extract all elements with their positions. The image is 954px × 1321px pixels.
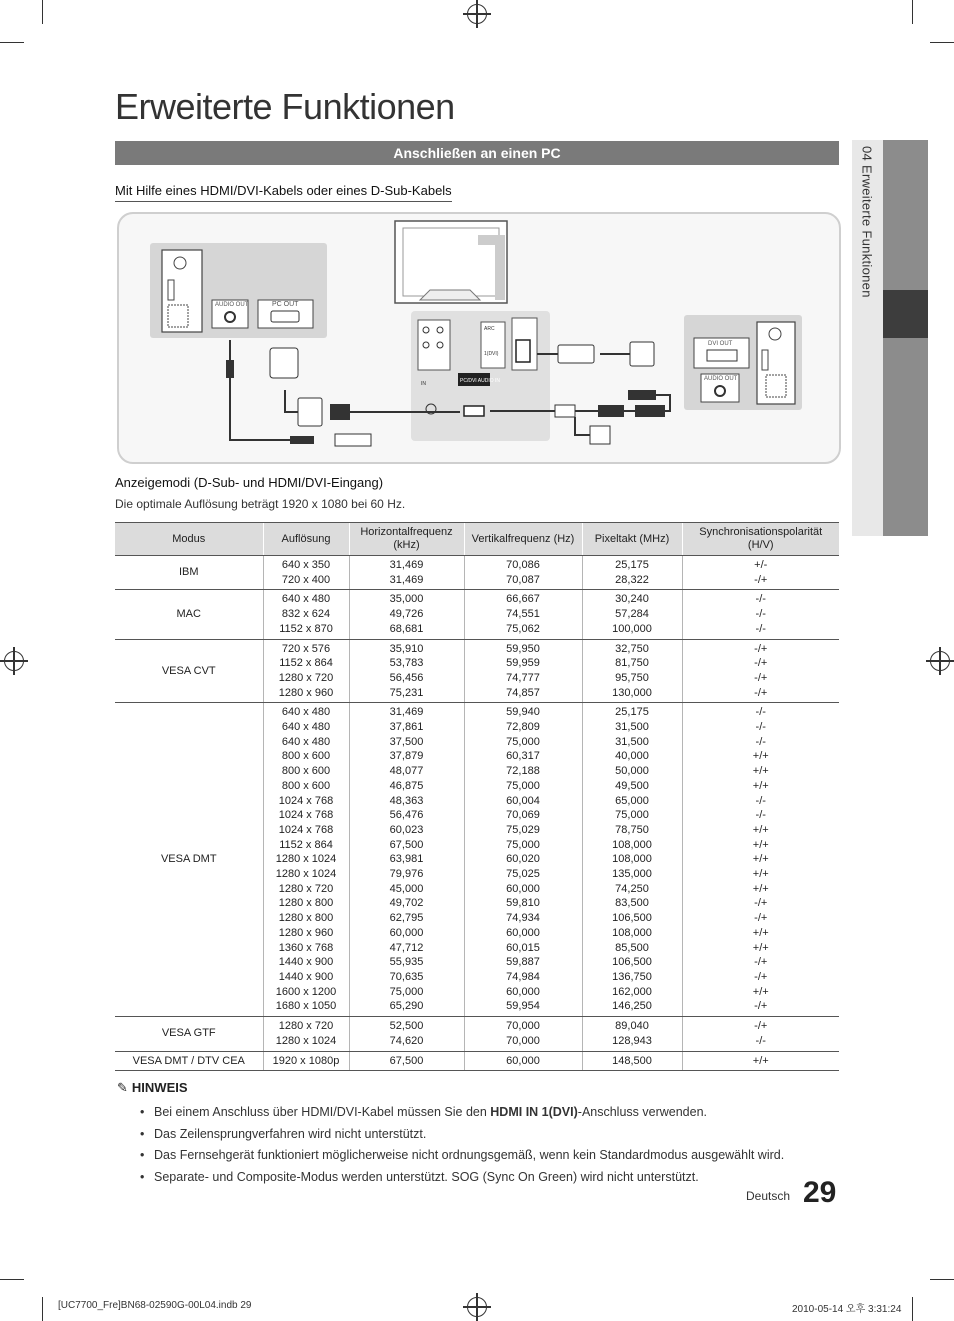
cell-value: 89,040 (615, 1020, 649, 1033)
cell-value: 35,910 (389, 642, 424, 655)
cell-value: 59,887 (506, 956, 540, 969)
cell-value: 108,000 (612, 838, 652, 851)
value-cell (464, 1051, 582, 1071)
modes-title: Anzeigemodi (D-Sub- und HDMI/DVI-Eingang) (115, 475, 384, 490)
table-row (115, 639, 839, 703)
pc-left-pc-label: PC OUT (272, 301, 299, 308)
cell-value: 31,469 (389, 559, 424, 571)
cell-value: 60,000 (506, 882, 540, 895)
value-cell (682, 639, 839, 703)
cell-value: 75,062 (506, 622, 540, 635)
cell-value: 55,935 (389, 956, 424, 969)
value-cell (263, 639, 349, 703)
cell-value: 1024 x 768 (278, 809, 334, 822)
cell-value: 37,879 (389, 750, 424, 763)
cell-value: 70,000 (506, 1034, 540, 1047)
cell-value: -/+ (754, 657, 768, 670)
cell-value: 48,077 (389, 765, 424, 778)
cell-value: 640 x 350 (281, 559, 331, 571)
cell-value: +/+ (752, 941, 769, 954)
cell-value: 46,875 (389, 779, 424, 792)
cell-value: 108,000 (612, 926, 652, 939)
cell-value: 1280 x 720 (278, 671, 334, 684)
crop-mark (930, 1279, 954, 1280)
cell-value: 37,861 (389, 721, 424, 734)
footer-language: Deutsch (746, 1189, 791, 1203)
cell-value: 640 x 480 (281, 706, 331, 719)
cell-value: -/+ (754, 686, 768, 699)
crop-mark (912, 1297, 913, 1321)
tv-label-in: IN (421, 381, 426, 387)
cell-value: 800 x 600 (281, 750, 331, 763)
cell-value: +/+ (752, 882, 769, 895)
cell-value: 832 x 624 (281, 608, 331, 621)
cell-value: +/- (754, 559, 768, 571)
cell-value: 47,712 (389, 941, 424, 954)
pencil-icon: ✎ (117, 1080, 128, 1095)
cell-value: 70,086 (506, 559, 540, 571)
cell-value: 75,231 (389, 686, 424, 699)
cell-value: 75,000 (506, 735, 540, 748)
cell-value: 1280 x 1024 (275, 853, 337, 866)
cell-value: 65,000 (615, 794, 649, 807)
cell-value: 31,500 (615, 721, 649, 734)
cell-value: 146,250 (612, 1000, 652, 1013)
cell-value: 63,981 (389, 853, 424, 866)
cell-value: 640 x 480 (281, 735, 331, 748)
note-heading (117, 1080, 188, 1096)
value-cell (682, 590, 839, 639)
connection-diagram-illustration (0, 0, 954, 480)
cell-value: -/+ (754, 1020, 768, 1033)
cell-value: 60,317 (506, 750, 540, 763)
value-cell (263, 1051, 349, 1071)
mode-cell: IBM (115, 556, 263, 590)
cell-value: 106,500 (612, 912, 652, 925)
table-row (115, 1017, 839, 1051)
cell-value: 135,000 (612, 868, 652, 881)
list-item: • Das Fernsehgerät funktioniert möglicherweise nicht ordnungsgemäß, wenn kein Standardmodus ausgewählt wird. (140, 1145, 840, 1167)
column-header: Vertikalfrequenz (Hz) (464, 523, 582, 556)
cell-value: 60,000 (506, 985, 540, 998)
value-cell (263, 590, 349, 639)
cell-value: 75,000 (389, 985, 424, 998)
cell-value: 59,810 (506, 897, 540, 910)
note-bold-text: HDMI IN 1(DVI) (490, 1105, 578, 1119)
cell-value: 1360 x 768 (278, 941, 334, 954)
cell-value: -/- (755, 706, 766, 719)
table-row (115, 556, 839, 590)
cell-value: 70,635 (389, 970, 424, 983)
cell-value: 62,795 (389, 912, 424, 925)
cell-value: +/+ (752, 868, 769, 881)
cell-value: 75,000 (615, 809, 649, 822)
cell-value: 83,500 (615, 897, 649, 910)
value-cell (464, 1017, 582, 1051)
cell-value: 28,322 (615, 573, 649, 586)
cell-value: -/+ (754, 897, 768, 910)
cell-value: 640 x 480 (281, 593, 331, 606)
value-cell (263, 556, 349, 590)
cell-value: 1280 x 800 (278, 897, 334, 910)
cell-value: -/+ (754, 642, 768, 655)
cell-value: 74,857 (506, 686, 540, 699)
cell-value: 25,175 (615, 559, 649, 571)
cell-value: 68,681 (389, 622, 424, 635)
value-cell (582, 1017, 682, 1051)
cell-value: -/- (755, 721, 766, 734)
cell-value: +/+ (752, 765, 769, 778)
cell-value: -/- (755, 1034, 766, 1047)
cell-value: 32,750 (615, 642, 649, 655)
section-title: Anschließen an einen PC (115, 141, 839, 165)
value-cell (263, 1017, 349, 1051)
cell-value: 70,000 (506, 1020, 540, 1033)
cell-value: 1280 x 1024 (275, 1034, 337, 1047)
pc-right-audio-label: AUDIO OUT (704, 376, 738, 382)
note-text: Bei einem Anschluss über HDMI/DVI-Kabel müssen Sie den (154, 1105, 491, 1119)
cell-value: 67,500 (389, 838, 424, 851)
cell-value: 1152 x 870 (279, 622, 333, 635)
mode-cell: VESA DMT (115, 703, 263, 1017)
cell-value: 1152 x 864 (279, 657, 333, 670)
cell-value: 60,020 (506, 853, 540, 866)
cell-value: 49,726 (389, 608, 424, 621)
cell-value: +/+ (752, 750, 769, 763)
tv-label-audio: PC/DVI AUDIO IN (460, 378, 501, 384)
column-header: Horizontalfrequenz (kHz) (349, 523, 464, 556)
cell-value: 74,934 (506, 912, 540, 925)
cell-value: 74,984 (506, 970, 540, 983)
pc-right-dvi-label: DVI OUT (708, 341, 733, 347)
cell-value: 59,950 (506, 642, 540, 655)
crop-mark (42, 1297, 43, 1321)
cell-value: 74,250 (615, 882, 649, 895)
cell-value: 52,500 (389, 1020, 424, 1033)
mode-cell: VESA GTF (115, 1017, 263, 1051)
display-modes-table (115, 522, 839, 1071)
cell-value: 1440 x 900 (278, 970, 334, 983)
table-header-row (115, 523, 839, 556)
column-header: Synchronisationspolarität (H/V) (682, 523, 839, 556)
cell-value: 40,000 (615, 750, 649, 763)
cell-value: 106,500 (612, 956, 652, 969)
print-file-info: [UC7700_Fre]BN68-02590G-00L04.indb 29 (58, 1300, 252, 1311)
table-body (115, 556, 839, 1071)
cell-value: 35,000 (389, 593, 424, 606)
cell-value: 59,959 (506, 657, 540, 670)
column-header: Auflösung (263, 523, 349, 556)
pc-right-tower-icon (757, 322, 795, 404)
note-heading-text: HINWEIS (131, 1080, 188, 1095)
cell-value: 57,284 (615, 608, 649, 621)
cell-value: 1680 x 1050 (275, 1000, 337, 1013)
cell-value: 1024 x 768 (278, 794, 334, 807)
cell-value: 60,000 (506, 926, 540, 939)
value-cell (349, 1017, 464, 1051)
cell-value: 48,363 (389, 794, 424, 807)
value-cell (464, 703, 582, 1017)
cell-value: 75,000 (506, 838, 540, 851)
cell-value: 31,500 (615, 735, 649, 748)
cell-value: 108,000 (612, 853, 652, 866)
column-header: Pixeltakt (MHz) (582, 523, 682, 556)
cell-value: 100,000 (612, 622, 652, 635)
page-number: 29 (803, 1176, 837, 1209)
value-cell (682, 1051, 839, 1071)
cell-value: 79,976 (389, 868, 424, 881)
cell-value: -/- (755, 593, 766, 606)
cell-value: -/+ (754, 1000, 768, 1013)
cell-value: 1440 x 900 (278, 956, 334, 969)
cell-value: 74,551 (506, 608, 540, 621)
cell-value: 136,750 (612, 970, 652, 983)
cell-value: 1152 x 864 (279, 838, 333, 851)
cell-value: 1280 x 960 (278, 926, 334, 939)
registration-mark-icon (467, 1297, 487, 1317)
cell-value: 75,000 (506, 779, 540, 792)
cell-value: 162,000 (612, 985, 652, 998)
cell-value: 60,004 (506, 794, 540, 807)
value-cell (464, 639, 582, 703)
cell-value: 1920 x 1080p (272, 1054, 340, 1067)
cell-value: -/- (755, 608, 766, 621)
cell-value: 56,476 (389, 809, 424, 822)
mode-cell: VESA DMT / DTV CEA (115, 1051, 263, 1071)
cell-value: 148,500 (612, 1054, 652, 1067)
chapter-tab-label: 04 Erweiterte Funktionen (859, 146, 875, 298)
cell-value: 1280 x 720 (278, 882, 334, 895)
cell-value: -/+ (754, 912, 768, 925)
cell-value: -/+ (754, 573, 768, 586)
cell-value: 130,000 (612, 686, 652, 699)
cell-value: 60,000 (389, 926, 424, 939)
cell-value: 30,240 (615, 593, 649, 606)
list-item: • Separate- und Composite-Modus werden unterstützt. SOG (Sync On Green) wird nicht unterstützt. (140, 1167, 840, 1189)
cell-value: 720 x 576 (281, 642, 331, 655)
cell-value: +/+ (752, 853, 769, 866)
cell-value: 1280 x 720 (278, 1020, 334, 1033)
modes-description: Die optimale Auflösung beträgt 1920 x 1080 bei 60 Hz. (115, 497, 406, 511)
table-row (115, 703, 839, 1017)
cell-value: 67,500 (389, 1054, 424, 1067)
cell-value: -/+ (754, 671, 768, 684)
value-cell (349, 703, 464, 1017)
cell-value: +/+ (752, 823, 769, 836)
value-cell (682, 703, 839, 1017)
cell-value: 31,469 (389, 706, 424, 719)
cell-value: +/+ (752, 985, 769, 998)
cell-value: 800 x 600 (281, 765, 331, 778)
cell-value: 1024 x 768 (278, 823, 334, 836)
value-cell (464, 556, 582, 590)
table-row (115, 590, 839, 639)
cell-value: 1280 x 800 (278, 912, 334, 925)
cell-value: +/+ (752, 838, 769, 851)
list-item: • Das Zeilensprungverfahren wird nicht unterstützt. (140, 1124, 840, 1146)
subheading: Mit Hilfe eines HDMI/DVI-Kabels oder eines D-Sub-Kabels (115, 183, 452, 202)
value-cell (582, 590, 682, 639)
cell-value: 128,943 (612, 1034, 652, 1047)
cell-value: 75,025 (506, 868, 540, 881)
cell-value: 37,500 (389, 735, 424, 748)
cell-value: 49,500 (615, 779, 649, 792)
cell-value: -/- (755, 809, 766, 822)
cell-value: -/- (755, 735, 766, 748)
cell-value: 59,954 (506, 1000, 540, 1013)
value-cell (582, 1051, 682, 1071)
cell-value: 66,667 (506, 593, 540, 606)
crop-mark (0, 1279, 24, 1280)
value-cell (682, 1017, 839, 1051)
tv-label-arc: ARC (484, 326, 495, 332)
table-row (115, 1051, 839, 1071)
page-title: Erweiterte Funktionen (115, 86, 455, 127)
value-cell (464, 590, 582, 639)
cell-value: 70,087 (506, 573, 540, 586)
cell-value: 1280 x 960 (278, 686, 334, 699)
value-cell (263, 703, 349, 1017)
cell-value: 85,500 (615, 941, 649, 954)
cell-value: 800 x 600 (281, 779, 331, 792)
value-cell (349, 639, 464, 703)
cell-value: 74,777 (506, 671, 540, 684)
cell-value: 1600 x 1200 (275, 985, 337, 998)
value-cell (582, 639, 682, 703)
tv-label-hdmi: 1(DVI) (484, 351, 499, 357)
cell-value: 72,188 (506, 765, 540, 778)
cell-value: 50,000 (615, 765, 649, 778)
list-item (140, 1102, 840, 1124)
cell-value: 78,750 (615, 823, 649, 836)
cell-value: 640 x 480 (281, 721, 331, 734)
note-text: -Anschluss verwenden. (577, 1105, 708, 1119)
cell-value: 720 x 400 (281, 573, 331, 586)
cell-value: 60,023 (389, 823, 424, 836)
cell-value: 53,783 (389, 657, 424, 670)
value-cell (349, 590, 464, 639)
cell-value: 95,750 (615, 671, 649, 684)
cell-value: 45,000 (389, 882, 424, 895)
print-date-info: 2010-05-14 오후 3:31:24 (792, 1304, 902, 1315)
column-header: Modus (115, 523, 263, 556)
cell-value: 49,702 (389, 897, 424, 910)
cell-value: 65,290 (389, 1000, 424, 1013)
cell-value: 25,175 (615, 706, 649, 719)
cell-value: -/+ (754, 970, 768, 983)
registration-mark-icon (4, 651, 24, 671)
cell-value: 75,029 (506, 823, 540, 836)
notes-list (140, 1102, 840, 1189)
value-cell (349, 1051, 464, 1071)
cell-value: 72,809 (506, 721, 540, 734)
cell-value: -/+ (754, 956, 768, 969)
cell-value: 31,469 (389, 573, 424, 586)
cell-value: 59,940 (506, 706, 540, 719)
cell-value: 60,000 (506, 1054, 540, 1067)
cell-value: 1280 x 1024 (275, 868, 337, 881)
cell-value: +/+ (752, 926, 769, 939)
value-cell (349, 556, 464, 590)
cell-value: +/+ (752, 1054, 769, 1067)
cell-value: -/- (755, 622, 766, 635)
pc-left-audio-label: AUDIO OUT (215, 302, 249, 308)
cell-value: -/- (755, 794, 766, 807)
cell-value: 81,750 (615, 657, 649, 670)
cell-value: 56,456 (389, 671, 424, 684)
cell-value: 74,620 (389, 1034, 424, 1047)
cell-value: 60,015 (506, 941, 540, 954)
mode-cell: MAC (115, 590, 263, 639)
mode-cell: VESA CVT (115, 639, 263, 703)
value-cell (682, 556, 839, 590)
cell-value: 70,069 (506, 809, 540, 822)
registration-mark-icon (930, 651, 950, 671)
cell-value: +/+ (752, 779, 769, 792)
value-cell (582, 703, 682, 1017)
value-cell (582, 556, 682, 590)
